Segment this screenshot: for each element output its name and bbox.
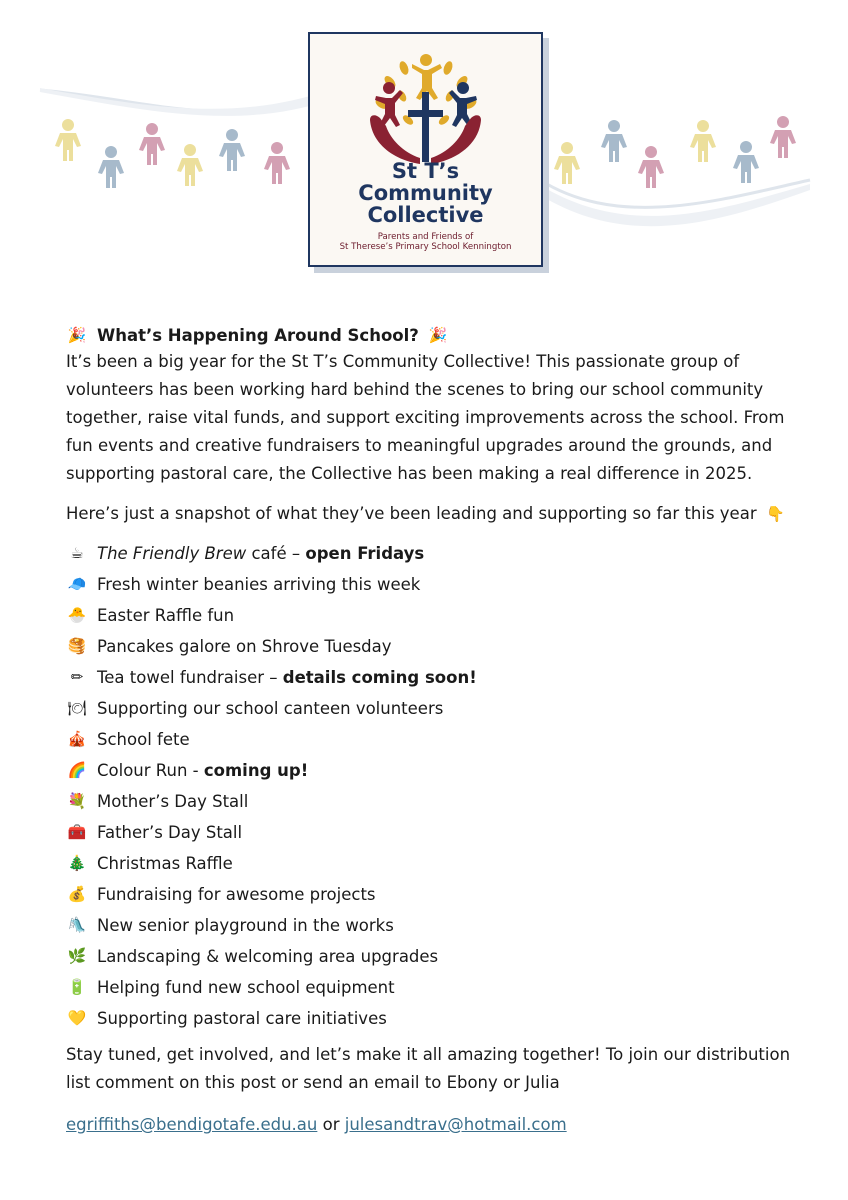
hatching-chick-icon: 🐣 [67,606,87,624]
list-item-label: Christmas Raffle [97,854,233,873]
list-item-text [97,606,234,625]
list-item [66,693,806,724]
list-item-label: Landscaping & welcoming area upgrades [97,947,439,966]
list-item-label: Colour Run - [97,761,204,780]
list-item-text [97,947,438,966]
heading-text: What’s Happening Around School? [97,325,419,345]
list-item [66,538,806,569]
list-item [66,600,806,631]
yellow-heart-icon: 💛 [67,1009,87,1027]
beanie-icon: 🧢 [67,575,87,593]
list-item-text [97,761,308,780]
list-item [66,879,806,910]
list-item-label: Supporting our school canteen volunteers [97,699,444,718]
pencil-icon: ✏ [70,668,84,686]
money-bag-icon: 💰 [67,885,87,903]
list-item-label: Pancakes galore on Shrove Tuesday [97,637,392,656]
snapshot-line [66,500,806,528]
list-item [66,662,806,693]
list-item-text [97,823,242,842]
list-item-label: Helping fund new school equipment [97,978,395,997]
list-item-label: Father’s Day Stall [97,823,243,842]
battery-icon: 🔋 [67,978,87,996]
list-item-emphasis: open Fridays [305,544,425,563]
plate-icon: 🍽 [67,699,87,717]
list-item [66,1003,806,1034]
list-item-label: New senior playground in the works [97,916,394,935]
christmas-tree-icon: 🎄 [67,854,87,872]
figure-blue-icon [733,141,759,183]
list-item [66,631,806,662]
playground-slide-icon: 🛝 [67,916,87,934]
logo-subtitle-line2: St Therese’s Primary School Kennington [339,242,512,252]
figure-pink-icon [770,116,796,158]
rainbow-icon: 🌈 [67,761,87,779]
community-collective-logo [308,32,543,267]
post-content [66,322,806,1139]
email-separator: or [317,1115,345,1134]
pointing-down-icon: 👇 [766,504,785,523]
list-item-text [97,668,477,687]
list-item [66,755,806,786]
figure-pink-icon [264,142,290,184]
figure-yellow-icon [55,119,81,161]
figure-blue-icon [98,146,124,188]
list-item-text [97,885,376,904]
snapshot-text: Here’s just a snapshot of what they’ve been leading and supporting so far this year [66,504,757,523]
figure-yellow-icon [554,142,580,184]
contact-emails [66,1111,806,1139]
list-item [66,910,806,941]
list-item-italic: The Friendly Brew [97,544,247,563]
list-item-text [97,637,392,656]
figure-yellow-icon [177,144,203,186]
list-item-label: Supporting pastoral care initiatives [97,1009,387,1028]
activities-list [66,538,806,1034]
figure-blue-icon [601,120,627,162]
list-item [66,786,806,817]
list-item-label: School fete [97,730,190,749]
list-item-label: Mother’s Day Stall [97,792,249,811]
post-heading [66,322,806,348]
herb-icon: 🌿 [67,947,87,965]
party-popper-icon: 🎉 [428,325,448,344]
list-item [66,569,806,600]
figure-yellow-icon [690,120,716,162]
logo-subtitle-line1: Parents and Friends of [377,232,474,242]
list-item-text [97,854,233,873]
list-item-label: café – [246,544,306,563]
list-item-label: Fundraising for awesome projects [97,885,376,904]
outro-paragraph: Stay tuned, get involved, and let’s make it all amazing together! To join our distribution list comment on this post or send an email to Ebony or Julia [66,1045,791,1092]
list-item-text [97,916,394,935]
list-item-text [97,792,248,811]
list-item-emphasis: details coming soon! [282,668,477,687]
email-link-ebony[interactable]: egriffiths@bendigotafe.edu.au [66,1115,318,1134]
figure-blue-icon [219,129,245,171]
list-item-label: Tea towel fundraiser – [97,668,283,687]
email-link-julia[interactable]: julesandtrav@hotmail.com [344,1115,567,1134]
figure-pink-icon [638,146,664,188]
logo-emblem-icon [310,34,541,265]
list-item [66,817,806,848]
party-popper-icon: 🎉 [67,325,87,344]
figure-pink-icon [139,123,165,165]
logo-title-line3: Collective [367,203,484,227]
list-item-emphasis: coming up! [203,761,309,780]
pancakes-icon: 🥞 [67,637,87,655]
list-item [66,848,806,879]
list-item-text [97,699,443,718]
list-item-text [97,730,190,749]
logo-title-line1: St T’s [391,159,460,183]
list-item-text [97,575,420,594]
logo-title-line2: Community [358,181,493,205]
list-item [66,724,806,755]
toolbox-icon: 🧰 [67,823,87,841]
coffee-icon: ☕ [70,544,84,562]
list-item-text [97,1009,387,1028]
list-item-text [97,544,424,563]
tent-icon: 🎪 [67,730,87,748]
list-item-label: Fresh winter beanies arriving this week [97,575,421,594]
bouquet-icon: 💐 [67,792,87,810]
list-item [66,941,806,972]
header-banner [0,0,848,300]
list-item [66,972,806,1003]
list-item-label: Easter Raffle fun [97,606,235,625]
intro-paragraph: It’s been a big year for the St T’s Community Collective! This passionate group of volunteers has been working hard behind the scenes to bring our school community together, raise vital funds, and support exciting improvements across the school. From fun events and creative fundraisers to meaningful upgrades around the grounds, and supporting pastoral care, the Collective has been making a real difference in 2025. [66,352,785,483]
list-item-text [97,978,395,997]
